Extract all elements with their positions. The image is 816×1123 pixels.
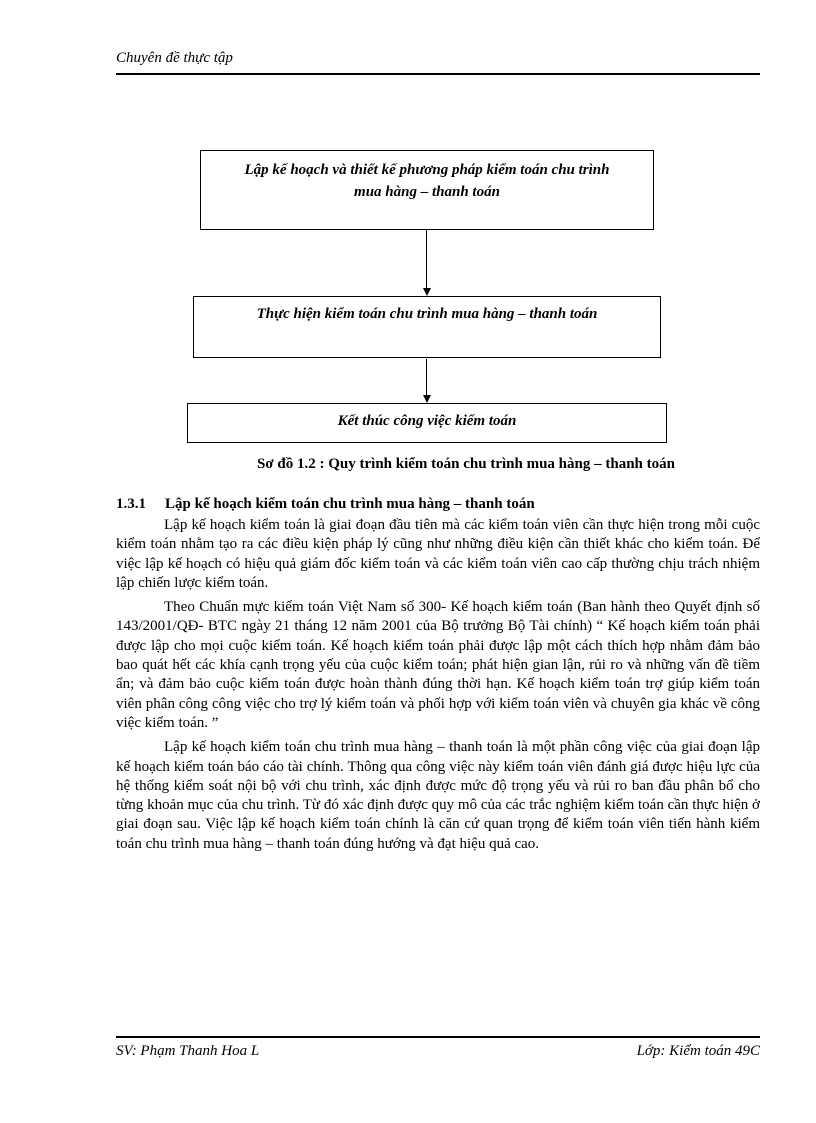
diagram-step-completion (187, 403, 667, 443)
section-heading (116, 494, 760, 514)
diagram-step-planning (200, 150, 654, 230)
arrow-down-icon (423, 395, 431, 403)
paragraph: Theo Chuẩn mực kiểm toán Việt Nam số 300- Kế hoạch kiểm toán (Ban hành theo Quyết định số 143/2001/QĐ- BTC ngày 21 tháng 12 năm 2001 của Bộ trưởng Bộ Tài chính) “ Kế hoạch kiểm toán phải được lập cho mọi cuộc kiểm toán. Kế hoạch kiểm toán phải được lập một cách thích hợp nhằm đảm bảo bao quát hết các khía cạnh trọng yếu của cuộc kiểm toán; phát hiện gian lận, rủi ro và những vấn đề tiềm ẩn; và đảm bảo cuộc kiểm toán được hoàn thành đúng thời hạn. Kế hoạch kiểm toán trợ giúp kiểm toán viên phân công công việc cho trợ lý kiểm toán và phối hợp với kiểm toán viên và chuyên gia khác về công việc kiểm toán. ” (116, 599, 760, 731)
diagram-caption: Sơ đồ 1.2 : Quy trình kiểm toán chu trình mua hàng – thanh toán (257, 456, 675, 472)
body-text (116, 516, 760, 859)
section-number: 1.3.1 (116, 496, 146, 512)
arrow-down-icon (423, 288, 431, 296)
step-label: mua hàng – thanh toán (354, 184, 500, 200)
diagram-step-execution (193, 296, 661, 358)
paragraph: Lập kế hoạch kiểm toán là giai đoạn đầu tiên mà các kiểm toán viên cần thực hiện trong mỗi cuộc kiểm toán nhằm tạo ra các điều kiện pháp lý cũng như những điều kiện cần thiết khác cho kiểm toán. Để việc lập kế hoạch có hiệu quả giám đốc kiểm toán và các kiểm toán viên cao cấp thường chịu trách nhiệm lập chiến lược kiểm toán. (116, 517, 760, 591)
page-header: Chuyên đề thực tập (116, 50, 233, 66)
step-label: Thực hiện kiểm toán chu trình mua hàng – thanh toán (256, 306, 598, 322)
footer-rule (116, 1036, 760, 1038)
footer-class: Lớp: Kiểm toán 49C (636, 1043, 760, 1059)
step-label: Lập kế hoạch và thiết kế phương pháp kiểm toán chu trình (244, 162, 610, 178)
section-title: Lập kế hoạch kiểm toán chu trình mua hàng – thanh toán (165, 496, 535, 512)
step-label: Kết thúc công việc kiểm toán (337, 413, 517, 429)
paragraph: Lập kế hoạch kiểm toán chu trình mua hàng – thanh toán là một phần công việc của giai đoạn lập kế hoạch kiểm toán báo cáo tài chính. Thông qua công việc này kiểm toán viên đánh giá được hiệu lực của hệ thống kiểm soát nội bộ với chu trình, xác định được mức độ trọng yếu và rủi ro ban đầu phân bổ cho từng khoản mục của chu trình. Từ đó xác định được quy mô của các trắc nghiệm kiểm toán cần thực hiện ở giai đoạn sau. Việc lập kế hoạch kiểm toán chính là căn cứ quan trọng để kiểm toán viên tiến hành kiểm toán chu trình mua hàng – thanh toán đúng hướng và đạt hiệu quả cao. (116, 739, 760, 852)
header-rule (116, 73, 760, 75)
flow-arrow-line (426, 359, 427, 396)
flow-arrow-line (426, 230, 427, 289)
footer-student: SV: Phạm Thanh Hoa L (116, 1043, 260, 1059)
